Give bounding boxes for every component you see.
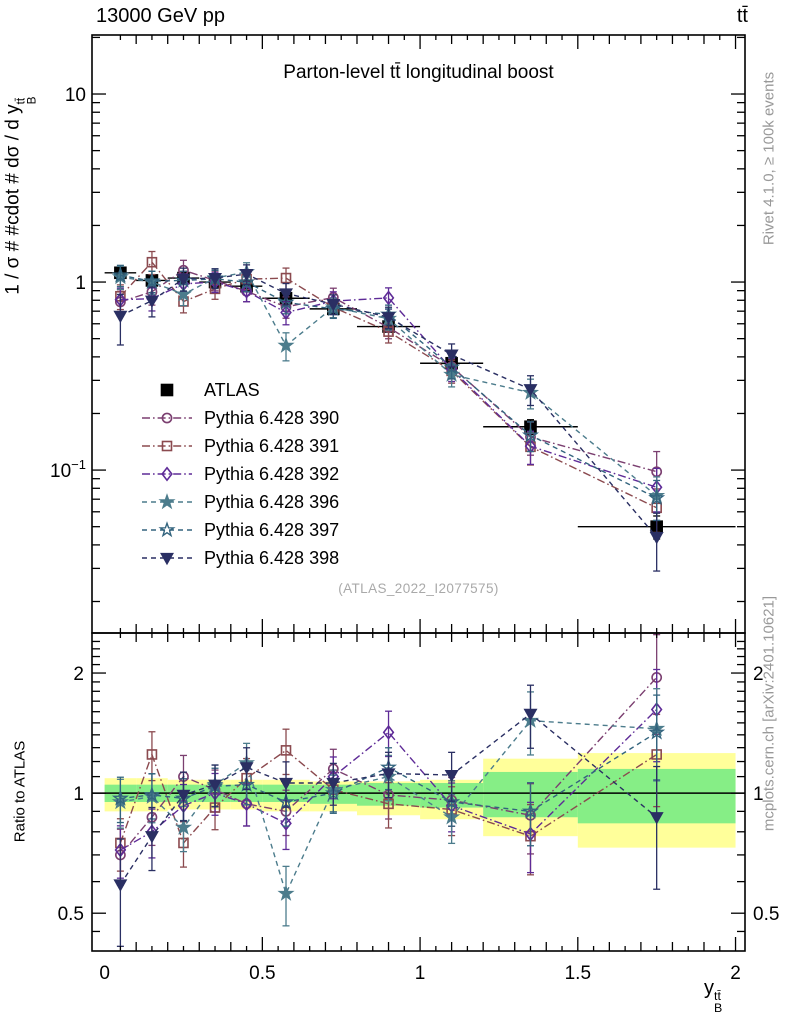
main-y-axis-label-sub: B (25, 96, 39, 105)
plot-title: Parton-level tt̄ longitudinal boost (283, 62, 554, 83)
analysis-watermark: (ATLAS_2022_I2077575) (338, 581, 499, 596)
x-tick-label: 0 (99, 963, 110, 984)
main-series-p398 (115, 265, 662, 571)
main-y-axis-label (2, 26, 37, 366)
main-y-tick-label: 1 (75, 273, 86, 295)
legend-item-p390 (142, 408, 339, 428)
legend-item-p396 (142, 492, 339, 512)
ratio-y-tick-label-left: 1 (73, 784, 84, 806)
main-y-axis-label-text: 1 / σ # #cdot # dσ / d y (2, 104, 24, 295)
legend-item-p398 (142, 548, 339, 568)
legend-label: Pythia 6.428 398 (204, 548, 340, 568)
process-label: tt̄ (736, 5, 748, 27)
ratio-y-tick-label-left: 2 (73, 664, 84, 686)
main-y-tick-label: $10^{-1}$ (50, 457, 86, 483)
main-panel-frame (92, 35, 745, 633)
ratio-y-tick-label-right: 1 (753, 784, 764, 806)
ratio-y-tick-label-left: 0.5 (57, 904, 84, 926)
mcplots-arxiv-label: mcplots.cern.ch [arXiv:2401.10621] (760, 595, 778, 832)
x-axis-label (704, 977, 722, 1015)
marker-star (161, 495, 174, 507)
legend (142, 380, 339, 568)
legend-item-p397 (142, 520, 339, 540)
x-axis-label-text: y (704, 977, 714, 999)
x-axis-label-supsub (714, 991, 722, 1015)
x-tick-label: 1 (414, 963, 426, 984)
main-y-axis-label-supsub (15, 97, 37, 105)
marker-star (161, 523, 174, 535)
legend-label: Pythia 6.428 397 (204, 520, 340, 540)
x-tick-label: 1.5 (564, 963, 592, 984)
main-series-atlas (105, 267, 736, 539)
marker-tri-down (146, 296, 157, 306)
main-y-tick-label: 10 (64, 85, 86, 107)
main-y-axis-label-sup: tt̄ (14, 97, 28, 105)
marker-tri-down (446, 771, 457, 781)
legend-label: ATLAS (204, 380, 260, 400)
marker-tri-down (651, 533, 662, 543)
ratio-y-axis-label: Ratio to ATLAS (11, 740, 29, 843)
x-axis-label-sub: B (714, 1000, 723, 1015)
marker-square (162, 385, 173, 396)
legend-label: Pythia 6.428 396 (204, 492, 340, 512)
legend-item-p391 (142, 436, 339, 456)
beam-energy-label: 13000 GeV pp (96, 5, 225, 27)
x-axis-label-sup: tt̄ (714, 989, 721, 1004)
legend-item-p392 (142, 464, 339, 484)
x-tick-label: 2 (730, 963, 741, 984)
rivet-version-label: Rivet 4.1.0, ≥ 100k events (760, 71, 778, 246)
marker-tri-down (146, 832, 157, 842)
ratio-y-tick-label-right: 0.5 (753, 904, 780, 926)
uncertainty-bands (105, 753, 736, 848)
legend-label: Pythia 6.428 391 (204, 436, 340, 456)
marker-tri-down (115, 880, 126, 890)
tick-labels (50, 85, 779, 984)
x-tick-label: 0.5 (249, 963, 276, 984)
legend-label: Pythia 6.428 392 (204, 464, 340, 484)
ratio-y-tick-label-right: 2 (753, 664, 764, 686)
marker-tri-down (115, 312, 126, 322)
legend-label: Pythia 6.428 390 (204, 408, 340, 428)
legend-item-atlas (162, 380, 260, 400)
